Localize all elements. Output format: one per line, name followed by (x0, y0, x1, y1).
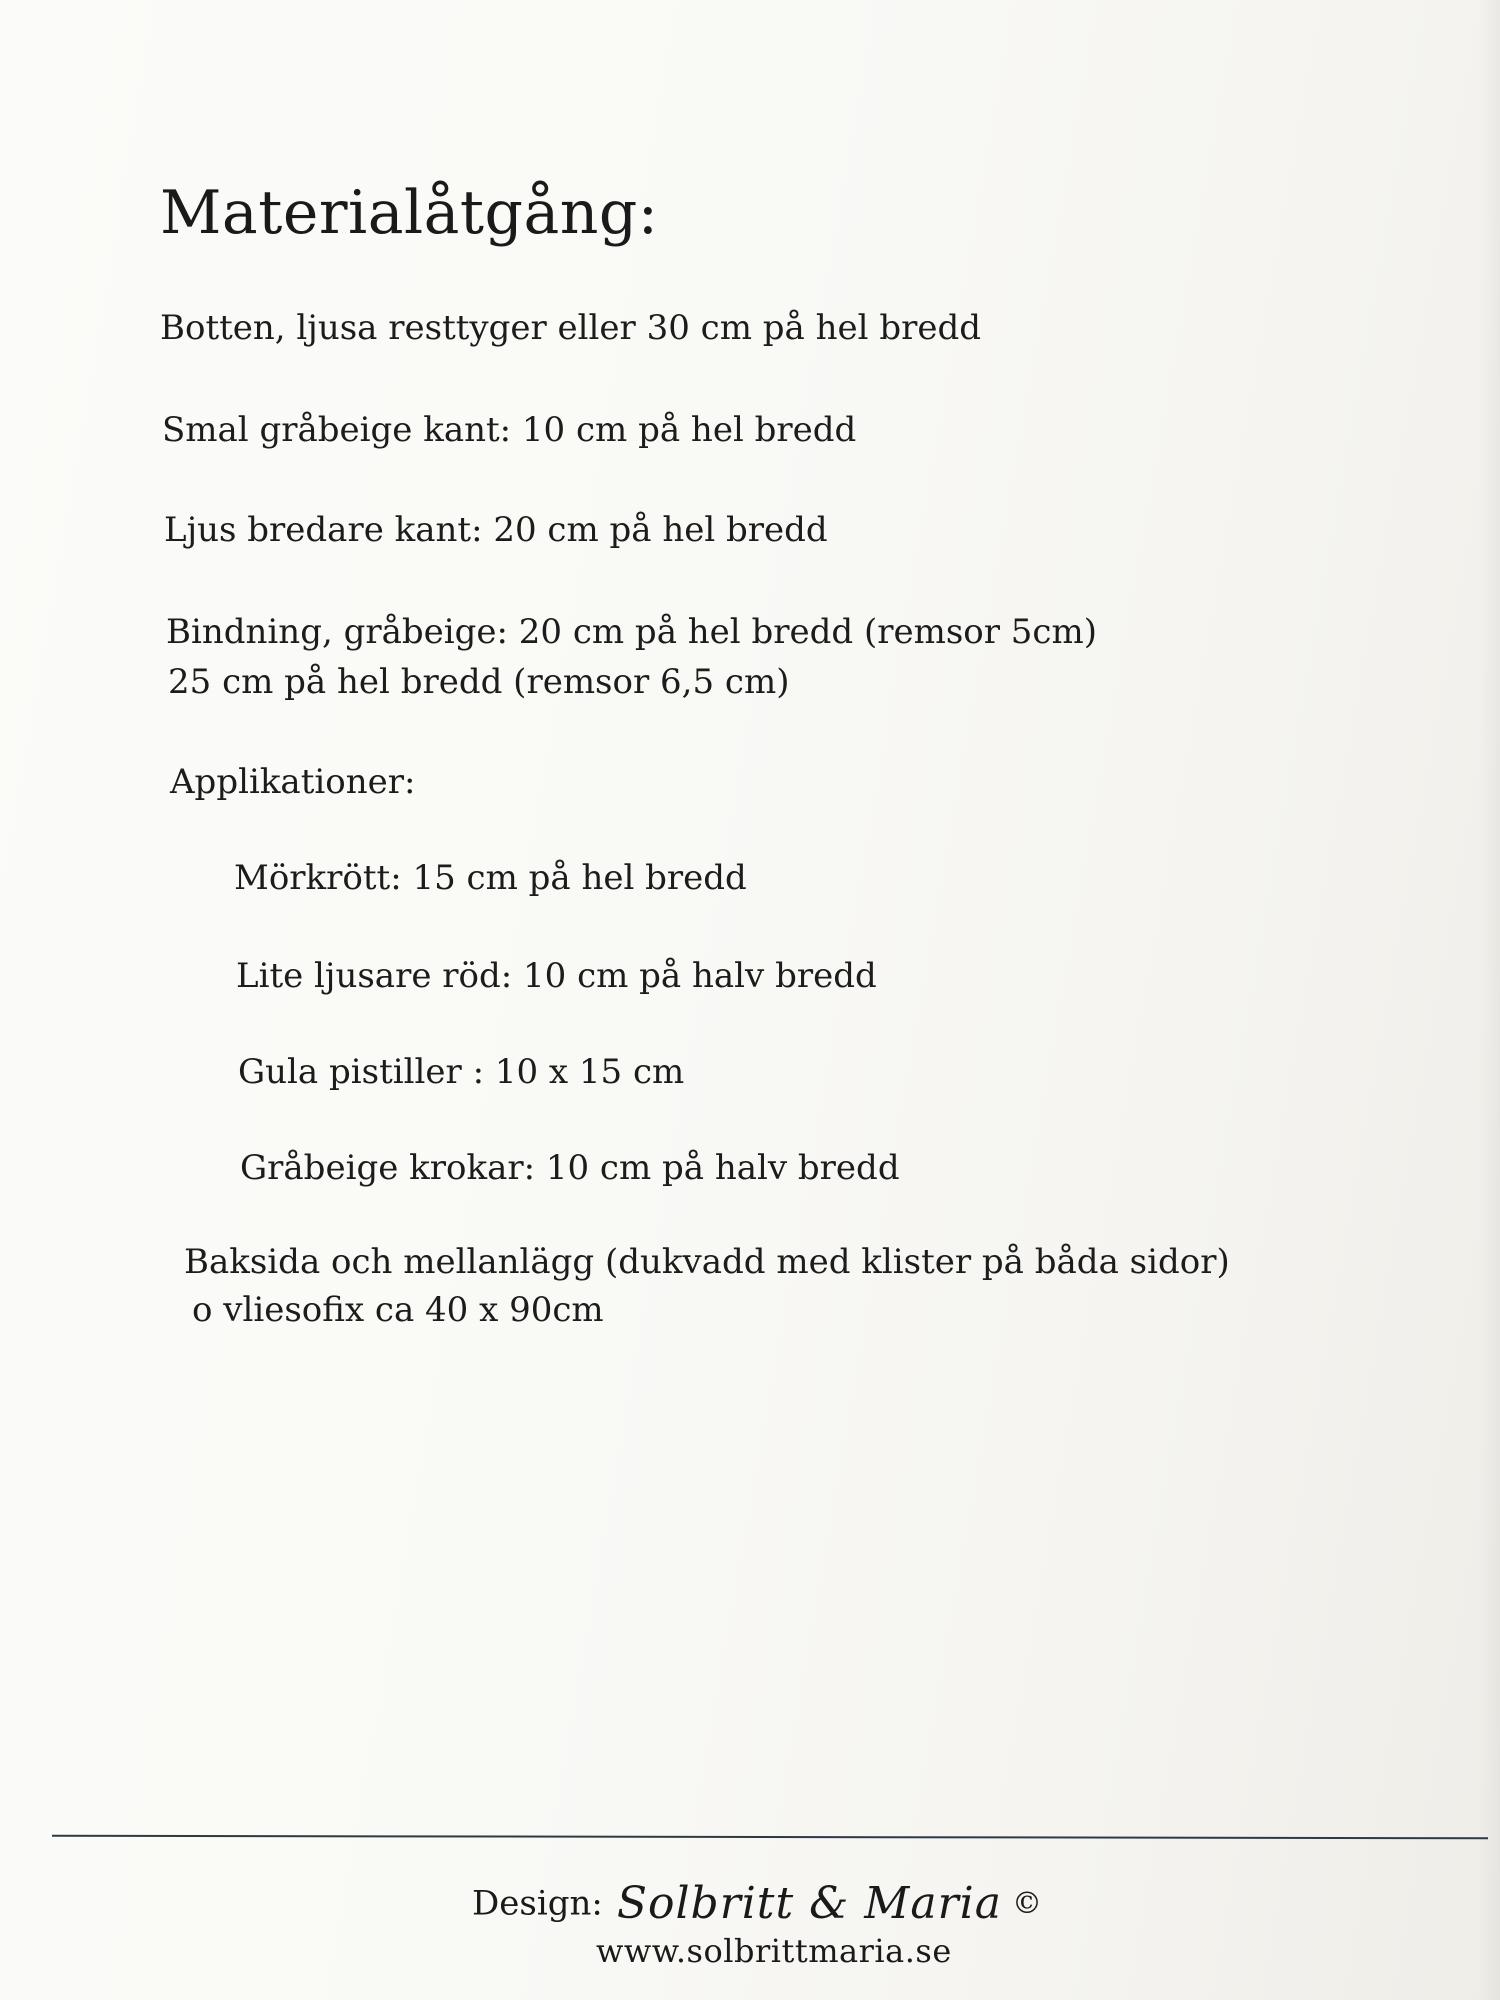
designer-signature: Solbritt & Maria (616, 1878, 1002, 1929)
applikation-line-gula-pistiller: Gula pistiller : 10 x 15 cm (238, 1052, 685, 1092)
material-line-bredare-kant: Ljus bredare kant: 20 cm på hel bredd (164, 510, 828, 550)
material-line-smal-kant: Smal gråbeige kant: 10 cm på hel bredd (162, 410, 857, 450)
footer-credit (472, 1878, 1042, 1929)
footer-divider (52, 1835, 1488, 1840)
applikation-line-krokar: Gråbeige krokar: 10 cm på halv bredd (240, 1148, 900, 1188)
design-label: Design: (472, 1883, 603, 1924)
material-line-botten: Botten, ljusa resttyger eller 30 cm på hel bredd (160, 308, 981, 348)
material-line-bindning: Bindning, gråbeige: 20 cm på hel bredd (remsor 5cm) (166, 612, 1097, 652)
material-line-bindning-alt: 25 cm på hel bredd (remsor 6,5 cm) (168, 662, 790, 702)
material-line-baksida: Baksida och mellanlägg (dukvadd med klister på båda sidor) (184, 1242, 1230, 1282)
copyright-symbol: © (1011, 1886, 1042, 1921)
applikation-line-morkrott: Mörkrött: 15 cm på hel bredd (234, 858, 747, 898)
website-url: www.solbrittmaria.se (596, 1932, 952, 1970)
material-line-vliesofix: o vliesofix ca 40 x 90cm (192, 1290, 604, 1330)
applikation-line-ljusare-rod: Lite ljusare röd: 10 cm på halv bredd (236, 956, 877, 996)
section-heading-applikationer: Applikationer: (170, 762, 416, 802)
page-title: Materialåtgång: (160, 178, 659, 248)
